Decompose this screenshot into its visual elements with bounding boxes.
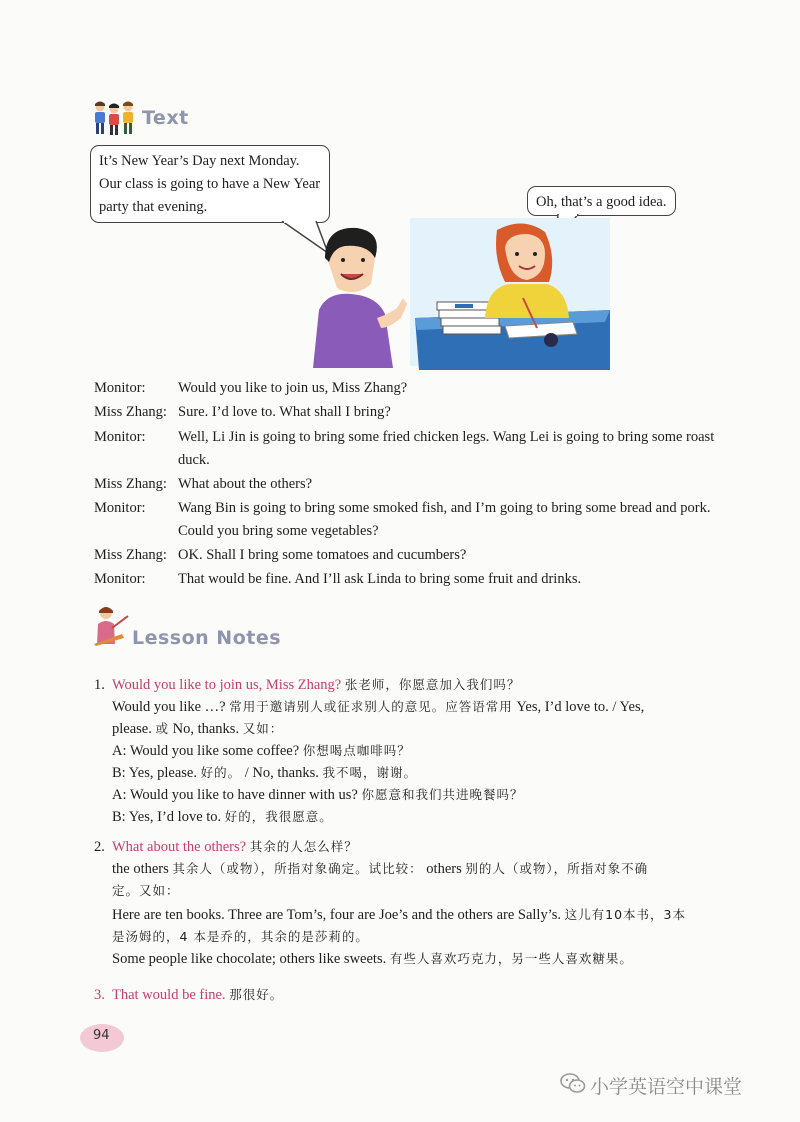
note-en: Would you like …? (112, 699, 226, 715)
dialogue-line: Could you bring some vegetables? (178, 523, 379, 539)
note-cn: 其余人（或物），所指对象确定。试比较： (172, 861, 423, 876)
note-heading-en: What about the others? (112, 839, 247, 855)
speaker: Monitor: (94, 500, 146, 516)
note-cn: 你愿意和我们共进晚餐吗？ (361, 787, 524, 802)
classroom-illustration (305, 218, 610, 370)
note-cn: 我不喝，谢谢。 (322, 765, 418, 780)
note-cn: 常用于邀请别人或征求别人的意见。应答语常用 (229, 699, 513, 714)
note-cn: 或 (155, 721, 169, 736)
note-cn: 有些人喜欢巧克力，另一些人喜欢糖果。 (389, 951, 633, 966)
note-line (94, 858, 740, 880)
bubble-left-line: It’s New Year’s Day next Monday. (99, 153, 300, 169)
note-line (94, 926, 740, 948)
text-section-title: Text (142, 107, 189, 129)
note-number: 3. (94, 987, 105, 1003)
note-line (94, 762, 740, 784)
note-cn: 这儿有10本书，3本 (564, 907, 686, 922)
notes-section-title: Lesson Notes (132, 627, 282, 649)
note-cn: 好的，我很愿意。 (224, 809, 333, 824)
dialogue-line: Would you like to join us, Miss Zhang? (178, 380, 408, 396)
note-cn: 定。又如： (112, 883, 180, 898)
speaker: Monitor: (94, 429, 146, 445)
speaker: Miss Zhang: (94, 404, 167, 420)
bubble-right-line: Oh, that’s a good idea. (536, 194, 667, 210)
note-en: Yes, I’d love to. / Yes, (516, 699, 645, 715)
speaker: Monitor: (94, 571, 146, 587)
note-en: others (426, 861, 462, 877)
speech-bubble-left (90, 145, 330, 223)
watermark-text: 小学英语空中课堂 (590, 1076, 743, 1098)
note-en: No, thanks. (172, 721, 240, 737)
note-cn: 又如： (242, 721, 284, 736)
note-line (94, 718, 740, 740)
wechat-icon (560, 1072, 586, 1094)
bubble-left-line: Our class is going to have a New Year (99, 176, 321, 192)
teacher-pointer-icon (92, 604, 130, 646)
note-line (94, 948, 740, 970)
note-heading-cn: 其余的人怎么样？ (249, 839, 358, 854)
note-line (94, 904, 740, 926)
note-en: / No, thanks. (244, 765, 319, 781)
note-heading-cn: 张老师，你愿意加入我们吗？ (344, 677, 521, 692)
kids-icon (92, 100, 138, 136)
note-en: A: Would you like to have dinner with us? (112, 787, 358, 803)
note-heading-en: Would you like to join us, Miss Zhang? (112, 677, 342, 693)
note-en: the others (112, 861, 169, 877)
bubble-left-line: party that evening. (99, 199, 208, 215)
page-number: 94 (93, 1028, 110, 1043)
speech-bubble-right (527, 186, 676, 216)
note-en: A: Would you like some coffee? (112, 743, 300, 759)
speaker: Miss Zhang: (94, 476, 167, 492)
note-en: Some people like chocolate; others like sweets. (112, 951, 387, 967)
note-cn: 好的。 (200, 765, 242, 780)
note-number: 2. (94, 839, 105, 855)
dialogue-line: duck. (178, 452, 210, 468)
note-heading-cn: 那很好。 (229, 987, 284, 1002)
note-3-heading (94, 984, 722, 1006)
note-heading-en: That would be fine. (112, 987, 226, 1003)
note-line (94, 806, 740, 828)
note-en: Here are ten books. Three are Tom’s, four are Joe’s and the others are Sally’s. (112, 907, 562, 923)
note-line (94, 784, 740, 806)
note-2-heading (94, 836, 722, 858)
speaker: Monitor: (94, 380, 146, 396)
dialogue-line: Well, Li Jin is going to bring some fried chicken legs. Wang Lei is going to bring some roast (178, 429, 715, 445)
note-en: please. (112, 721, 152, 737)
note-en: B: Yes, I’d love to. (112, 809, 222, 825)
note-cn: 你想喝点咖啡吗？ (302, 743, 411, 758)
note-cn: 是汤姆的，4 本是乔的，其余的是莎莉的。 (112, 929, 369, 944)
dialogue-line: OK. Shall I bring some tomatoes and cucumbers? (178, 547, 467, 563)
dialogue-line: Sure. I’d love to. What shall I bring? (178, 404, 391, 420)
dialogue-line: What about the others? (178, 476, 313, 492)
note-number: 1. (94, 677, 105, 693)
note-line (94, 696, 740, 718)
dialogue-line: That would be fine. And I’ll ask Linda to bring some fruit and drinks. (178, 571, 582, 587)
note-1-heading (94, 674, 722, 696)
note-cn: 别的人（或物），所指对象不确 (465, 861, 649, 876)
note-en: B: Yes, please. (112, 765, 197, 781)
note-line (94, 880, 740, 902)
dialogue-line: Wang Bin is going to bring some smoked fish, and I’m going to bring some bread and pork. (178, 500, 711, 516)
speaker: Miss Zhang: (94, 547, 167, 563)
note-line (94, 740, 740, 762)
